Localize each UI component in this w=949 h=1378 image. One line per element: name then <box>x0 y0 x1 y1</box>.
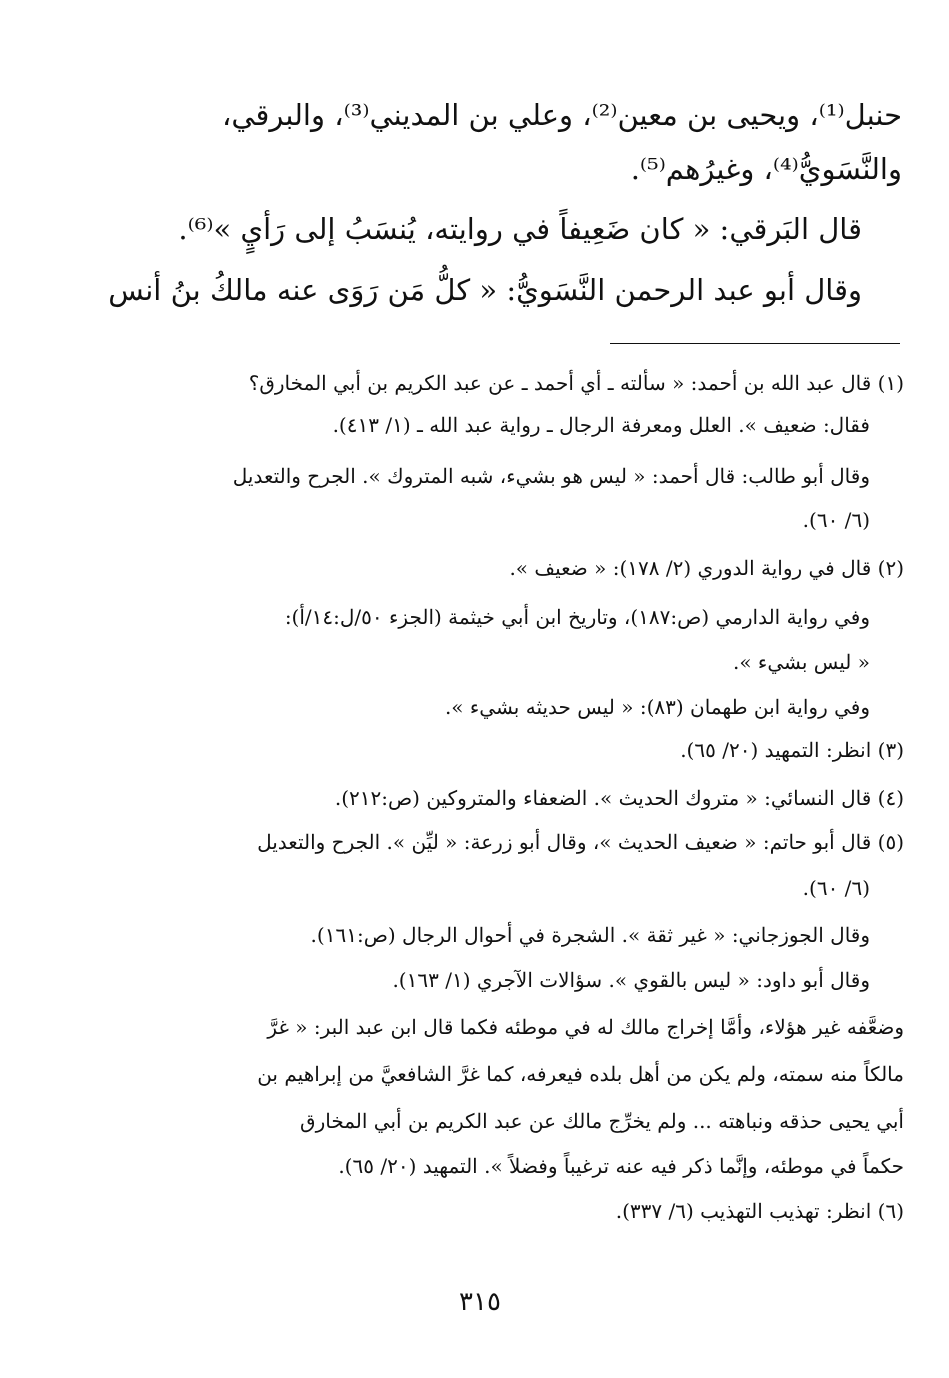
footnote-line: (٣) انظر: التمهيد (٢٠/ ٦٥). <box>680 738 904 762</box>
footnote-line: وضعَّفه غير هؤلاء، وأمَّا إخراج مالك له في موطئه فكما قال ابن عبد البر: « غرَّ <box>267 1015 904 1039</box>
footnote-line: (٥) قال أبو حاتم: « ضعيف الحديث »، وقال أبو زرعة: « ليِّن ». الجرح والتعديل <box>257 830 904 854</box>
footnote-line: وفي رواية الدارمي (ص:١٨٧)، وتاريخ ابن أبي خيثمة (الجزء ٥٠/ل:١٤/أ): <box>284 605 870 629</box>
footnote-line: (٦/ ٦٠). <box>802 876 870 900</box>
main-text-line: حنبل⁽¹⁾، ويحيى بن معين⁽²⁾، وعلي بن المديني⁽³⁾، والبرقي، <box>221 98 902 132</box>
footnote-line: مالكاً منه سمته، ولم يكن من أهل بلده فيعرفه، كما غرَّ الشافعيَّ من إبراهيم بن <box>257 1062 904 1086</box>
main-text-line: قال البَرقي: « كان ضَعِيفاً في روايته، يُنسَبُ إلى رَأيٍ »⁽⁶⁾. <box>178 212 862 246</box>
footnote-line: (١) قال عبد الله بن أحمد: « سألته ـ أي أحمد ـ عن عبد الكريم بن أبي المخارق؟ <box>248 371 904 395</box>
main-text-line: وقال أبو عبد الرحمن النَّسَويُّ: « كلُّ مَن رَوَى عنه مالكُ بنُ أنس <box>108 273 862 307</box>
footnote-line: (٦) انظر: تهذيب التهذيب (٦/ ٣٣٧). <box>615 1199 904 1223</box>
footnote-line: وقال أبو طالب: قال أحمد: « ليس هو بشيء، شبه المتروك ». الجرح والتعديل <box>232 464 870 488</box>
page-number: ٣١٥ <box>459 1287 501 1317</box>
footnote-separator <box>610 343 900 344</box>
footnote-line: وقال أبو داود: « ليس بالقوي ». سؤالات الآجري (١/ ١٦٣). <box>392 968 870 992</box>
footnote-line: حكماً في موطئه، وإنَّما ذكر فيه عنه ترغيباً وفضلاً ». التمهيد (٢٠/ ٦٥). <box>338 1154 904 1178</box>
footnote-line: وفي رواية ابن طهمان (٨٣): « ليس حديثه بشيء ». <box>444 695 870 719</box>
footnote-line: فقال: ضعيف ». العلل ومعرفة الرجال ـ رواية عبد الله ـ (١/ ٤١٣). <box>332 413 870 437</box>
footnote-line: (٤) قال النسائي: « متروك الحديث ». الضعفاء والمتروكين (ص:٢١٢). <box>334 786 904 810</box>
footnote-line: وقال الجوزجاني: « غير ثقة ». الشجرة في أحوال الرجال (ص:١٦١). <box>310 923 870 947</box>
footnote-line: (٢) قال في رواية الدوري (٢/ ١٧٨): « ضعيف ». <box>509 556 904 580</box>
footnote-line: « ليس بشيء ». <box>732 650 870 674</box>
footnote-line: أبي يحيى حذقه ونباهته ... ولم يخرِّج مالك عن عبد الكريم بن أبي المخارق <box>300 1109 904 1133</box>
main-text-line: والنَّسَويُّ⁽⁴⁾، وغيرُهم⁽⁵⁾. <box>630 152 902 186</box>
footnote-line: (٦/ ٦٠). <box>802 508 870 532</box>
